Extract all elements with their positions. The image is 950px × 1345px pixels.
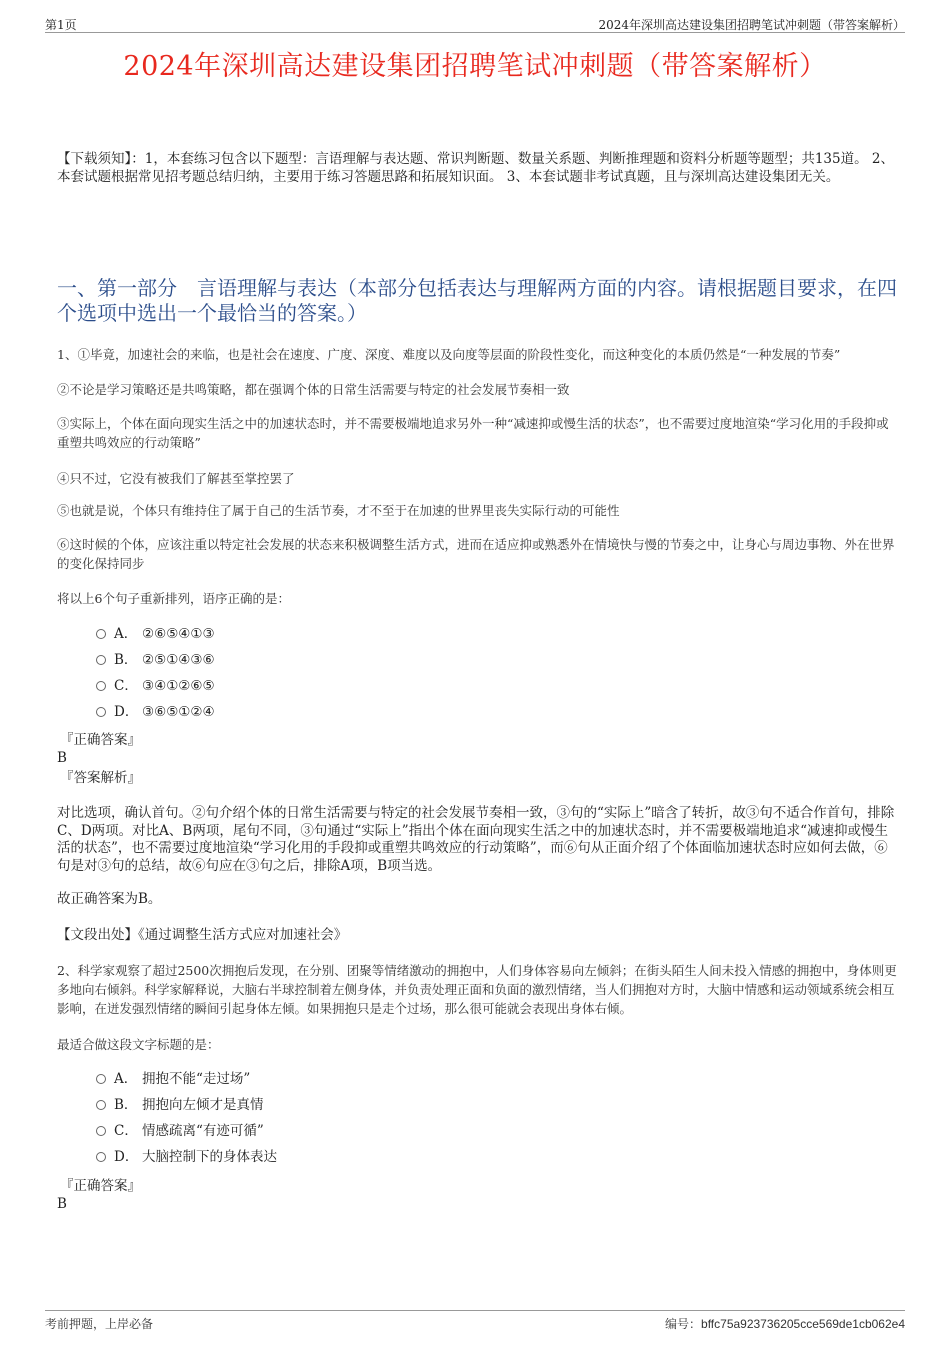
radio-icon[interactable] [96, 1126, 106, 1136]
download-notice: 【下载须知】：1，本套练习包含以下题型：言语理解与表达题、常识判断题、数量关系题、判断推理题和资料分析题等题型；共135道。 2、本套试题根据常见招考题总结归纳，主要用于练习答题思路和拓展知识面。 3、本套试题非考试真题，且与深圳高达建设集团无关。 [57, 151, 894, 185]
radio-icon[interactable] [96, 1074, 106, 1084]
q1-sentence-2: ②不论是学习策略还是共鸣策略，都在强调个体的日常生活需要与特定的社会发展节奏相一致 [57, 382, 570, 397]
q2-text: 2、科学家观察了超过2500次拥抱后发现，在分别、团聚等情绪激动的拥抱中，人们身体容易向左倾斜；在街头陌生人间未投入情感的拥抱中，身体则更多地向右倾斜。科学家解释说，大脑右半球控制着左侧身体，并负责处理正面和负面的激烈情绪，当人们拥抱对方时，大脑中情感和运动领域系统会相互影响，在迸发强烈情绪的瞬间引起身体左倾。如果拥抱只是走个过场，那么很可能就会表现出身体右倾。 [57, 963, 897, 1016]
document-title: 2024年深圳高达建设集团招聘笔试冲刺题（带答案解析） [123, 51, 827, 82]
radio-icon[interactable] [96, 629, 106, 639]
q1-option-a[interactable]: A． ②⑥⑤④①③ [96, 625, 215, 643]
q1-option-d[interactable]: D． ③⑥⑤①②④ [96, 703, 215, 721]
q1-sentence-1: 1、①毕竟，加速社会的来临，也是社会在速度、广度、深度、难度以及向度等层面的阶段性变化，而这种变化的本质仍然是“一种发展的节奏” [57, 347, 841, 362]
q2-answer: B [57, 1196, 67, 1212]
header-doc-title: 2024年深圳高达建设集团招聘笔试冲刺题（带答案解析） [598, 18, 905, 32]
q1-analysis-label: 『答案解析』 [60, 770, 141, 786]
q1-option-b[interactable]: B． ②⑤①④③⑥ [96, 651, 215, 669]
radio-icon[interactable] [96, 1152, 106, 1162]
q1-sentence-5: ⑤也就是说，个体只有维持住了属于自己的生活节奏，才不至于在加速的世界里丧失实际行动的可能性 [57, 503, 620, 518]
q1-sentence-3: ③实际上，个体在面向现实生活之中的加速状态时，并不需要极端地追求另外一种“减速抑或慢生活的状态”，也不需要过度地渲染“学习化用的手段抑或重塑共鸣效应的行动策略” [57, 416, 889, 450]
radio-icon[interactable] [96, 707, 106, 717]
page-footer [45, 1310, 905, 1330]
q1-conclusion: 故正确答案为B。 [57, 891, 162, 907]
section-title: 一、第一部分 言语理解与表达（本部分包括表达与理解两方面的内容。请根据题目要求，在四个选项中选出一个最恰当的答案。） [57, 276, 897, 325]
q2-option-c[interactable]: C． 情感疏离“有迹可循” [96, 1122, 264, 1140]
footer-code: 编号：bffc75a923736205cce569de1cb062e4 [665, 1317, 905, 1331]
q1-source: 【文段出处】《通过调整生活方式应对加速社会》 [57, 927, 348, 943]
radio-icon[interactable] [96, 655, 106, 665]
q2-option-a[interactable]: A． 拥抱不能“走过场” [96, 1070, 250, 1088]
radio-icon[interactable] [96, 681, 106, 691]
page-header [45, 14, 905, 33]
q2-option-d[interactable]: D． 大脑控制下的身体表达 [96, 1148, 277, 1166]
q1-stem: 将以上6个句子重新排列，语序正确的是： [57, 591, 290, 606]
page-number: 第1页 [45, 18, 77, 32]
footer-slogan: 考前押题，上岸必备 [45, 1317, 154, 1331]
q1-analysis: 对比选项，确认首句。②句介绍个体的日常生活需要与特定的社会发展节奏相一致，③句的“实际上”暗含了转折，故③句不适合作首句，排除C、D两项。对比A、B两项，尾句不同，③句通过“实际上”指出个体在面向现实生活之中的加速状态时，并不需要极端地追求“减速抑或慢生活的状态”，也不需要过度地渲染“学习化用的手段抑或重塑共鸣效应的行动策略”，而⑥句从正面介绍了个体面临加速状态时应如何去做，⑥句是对③句的总结，故⑥句应在③句之后，排除A项，B项当选。 [57, 805, 895, 874]
q1-sentence-6: ⑥这时候的个体，应该注重以特定社会发展的状态来积极调整生活方式，进而在适应抑或熟悉外在情境快与慢的节奏之中，让身心与周边事物、外在世界的变化保持同步 [57, 537, 895, 571]
q2-stem: 最适合做这段文字标题的是： [57, 1037, 220, 1052]
radio-icon[interactable] [96, 1100, 106, 1110]
q1-sentence-4: ④只不过，它没有被我们了解甚至掌控罢了 [57, 471, 295, 486]
q2-answer-label: 『正确答案』 [60, 1178, 141, 1194]
q1-answer-label: 『正确答案』 [60, 732, 141, 748]
q1-answer: B [57, 750, 67, 766]
q2-option-b[interactable]: B． 拥抱向左倾才是真情 [96, 1096, 264, 1114]
q1-option-c[interactable]: C． ③④①②⑥⑤ [96, 677, 215, 695]
